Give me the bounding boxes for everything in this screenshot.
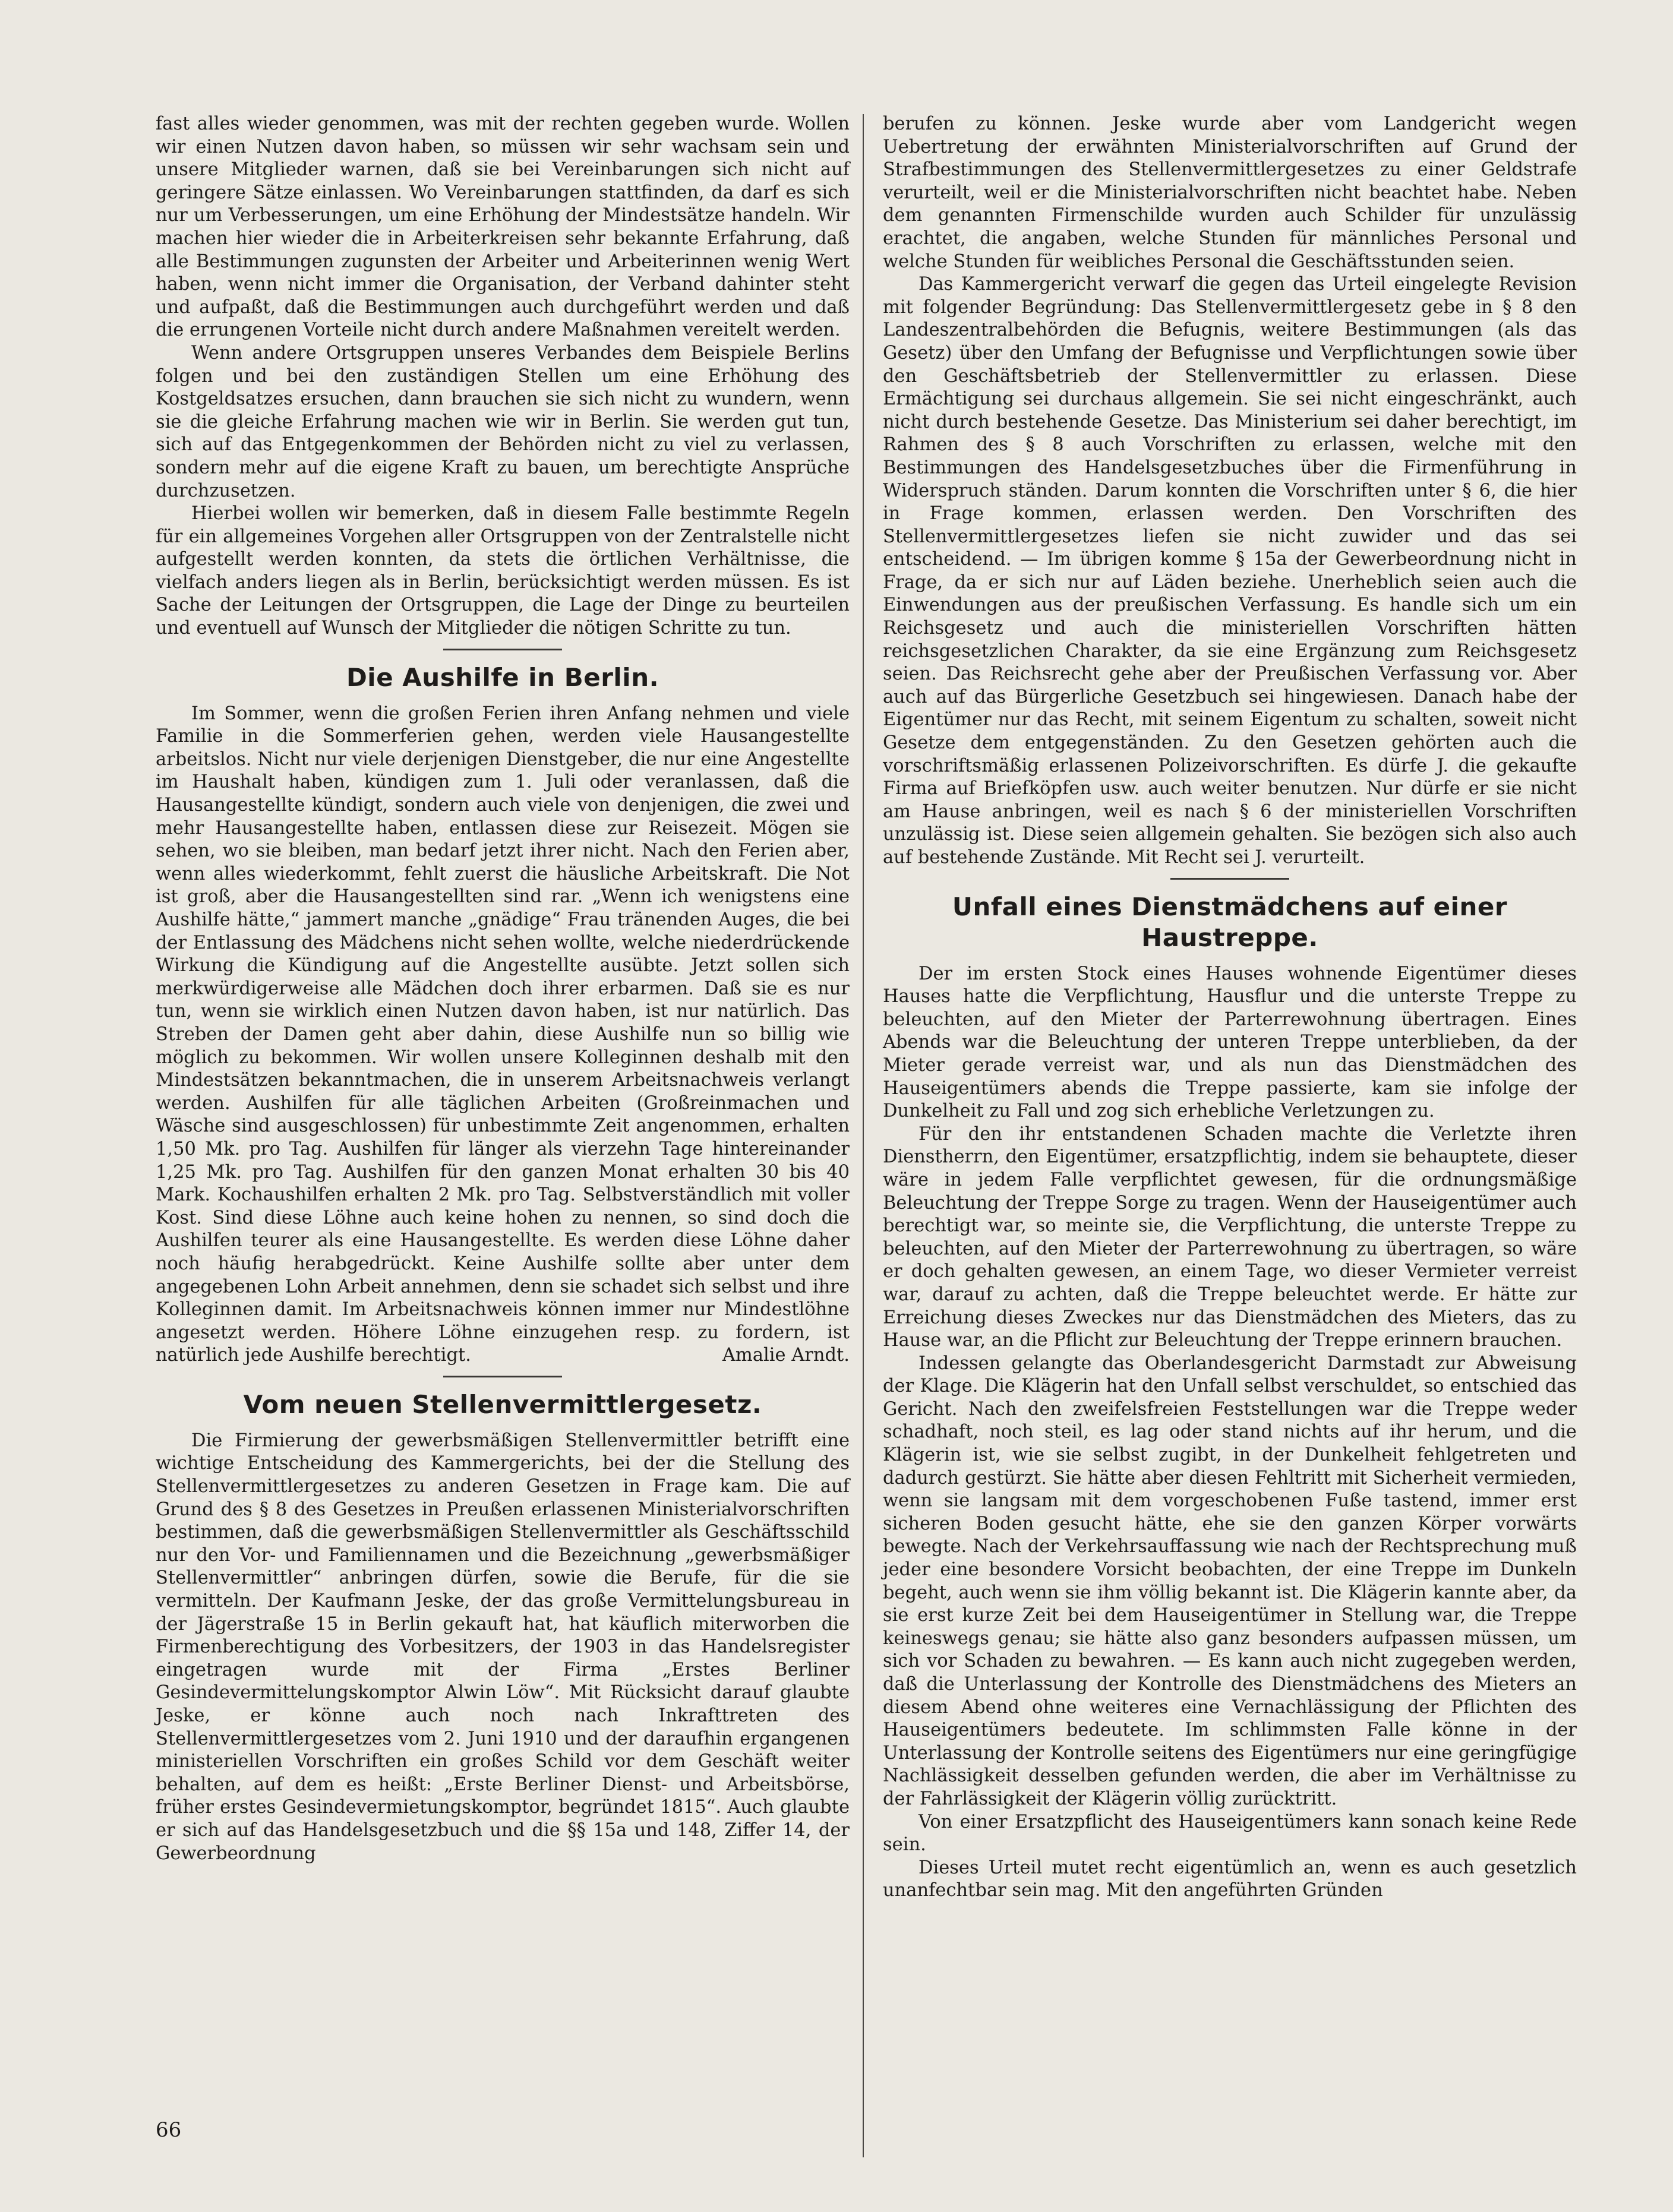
intro-paragraph: fast alles wieder genommen, was mit der rechten gegeben wurde. Wollen wir einen Nutzen davon haben, so müssen wir sehr wachsam sein und unsere Mitglieder warnen, daß sie bei Vereinbarungen sich nicht auf geringere Sätze einlassen. Wo Vereinbarungen stattfinden, da darf es sich nur um Verbesserungen, um eine Erhöhung der Mindestsätze handeln. Wir machen hier wieder die in Arbeiterkreisen sehr bekannte Erfahrung, daß alle Bestimmungen zugunsten der Arbeiter und Arbeiterinnen wenig Wert haben, wenn nicht immer die Organisation, der Verband dahinter steht und aufpaßt, daß die Bestimmungen auch durchgeführt werden und daß die errungenen Vorteile nicht durch andere Maßnahmen vereitelt werden.: [156, 113, 850, 341]
article-paragraph: Das Kammergericht verwarf die gegen das Urteil eingelegte Revision mit folgender Begründung: Das Stellenvermittlergesetz gebe in § 8 den Landeszentralbehörden die Befugnis, weitere Bestimmungen (als das Gesetz) über den Umfang der Befugnisse und Verpflichtungen sowie über den Geschäftsbetrieb der Stellenvermittler zu erlassen. Diese Ermächtigung sei durchaus allgemein. Sie sei nicht eingeschränkt, auch nicht durch bestehende Gesetze. Das Ministerium sei daher berechtigt, im Rahmen des § 8 auch Vorschriften zu erlassen, welche mit den Bestimmungen des Handelsgesetzbuches über die Firmenführung in Widerspruch ständen. Darum konnten die Vorschriften unter § 6, die hier in Frage kommen, erlassen werden. Den Vorschriften des Stellenvermittlergesetzes liefen sie nicht zuwider und das sei entscheidend. — Im übrigen komme § 15a der Gewerbeordnung nicht in Frage, da er sich nur auf Läden beziehe. Unerheblich seien auch die Einwendungen aus der preußischen Verfassung. Es handle sich um ein Reichsgesetz und auch die ministeriellen Vorschriften hätten reichsgesetzlichen Charakter, da sie eine Ergänzung zum Reichsgesetz seien. Das Reichsrecht gehe aber der Preußischen Verfassung vor. Aber auch auf das Bürgerliche Gesetzbuch sei hingewiesen. Danach habe der Eigentümer nur das Recht, mit seinem Eigentum zu schalten, soweit nicht Gesetze dem entgegenständen. Zu den Gesetzen gehörten auch die vorschriftsmäßig erlassenen Polizeivorschriften. Es dürfe J. die gekaufte Firma auf Briefköpfen usw. auch weiter benutzen. Nur dürfe er sie nicht am Hause anbringen, weil es nach § 6 der ministeriellen Vorschriften unzulässig ist. Diese seien allgemein gehalten. Sie bezögen sich also auch auf bestehende Zustände. Mit Recht sei J. verurteilt.: [883, 274, 1577, 868]
right-column: [883, 113, 1577, 1903]
article-paragraph: Die Firmierung der gewerbsmäßigen Stellenvermittler betrifft eine wichtige Entscheidung des Kammergerichts, bei der die Stellung des Stellenvermittlergesetzes zu anderen Gesetzen in Frage kam. Die auf Grund des § 8 des Gesetzes in Preußen erlassenen Ministerialvorschriften bestimmen, daß die gewerbsmäßigen Stellenvermittler als Geschäftsschild nur den Vor- und Familiennamen und die Bezeichnung „gewerbsmäßiger Stellenvermittler“ anbringen dürfen, sowie die Berufe, für die sie vermitteln. Der Kaufmann Jeske, der das große Vermittelungsbureau in der Jägerstraße 15 in Berlin gekauft hat, hat käuflich miterworben die Firmenberechtigung des Vorbesitzers, der 1903 in das Handelsregister eingetragen wurde mit der Firma „Erstes Berliner Gesindevermittelungskomptor Alwin Löw“. Mit Rücksicht darauf glaubte Jeske, er könne auch noch nach Inkrafttreten des Stellenvermittlergesetzes vom 2. Juni 1910 und der daraufhin ergangenen ministeriellen Vorschriften ein großes Schild vor dem Geschäft weiter behalten, auf dem es heißt: „Erste Berliner Dienst- und Arbeitsbörse, früher erstes Gesindevermietungskomptor, begründet 1815“. Auch glaubte er sich auf das Handelsgesetzbuch und die §§ 15a und 148, Ziffer 14, der Gewerbeordnung: [156, 1430, 850, 1864]
intro-paragraph: Wenn andere Ortsgruppen unseres Verbandes dem Beispiele Berlins folgen und bei den zuständigen Stellen um eine Erhöhung des Kostgeldsatzes ersuchen, dann brauchen sie sich nicht zu wundern, wenn sie die gleiche Erfahrung machen wie wir in Berlin. Sie werden gut tun, sich auf das Entgegenkommen der Behörden nicht zu viel zu verlassen, sondern mehr auf die eigene Kraft zu bauen, um berechtigte Ansprüche durchzusetzen.: [156, 342, 850, 501]
article-paragraph: Dieses Urteil mutet recht eigentümlich an, wenn es auch gesetzlich unanfechtbar sein mag. Mit den angeführten Gründen: [883, 1857, 1577, 1901]
article-paragraph: berufen zu können. Jeske wurde aber vom Landgericht wegen Uebertretung der erwähnten Ministerialvorschriften auf Grund der Strafbestimmungen des Stellenvermittlergesetzes zu einer Geldstrafe verurteilt, weil er die Ministerialvorschriften nicht beachtet habe. Neben dem genannten Firmenschilde wurden auch Schilder für unzulässig erachtet, die angaben, welche Stunden für männliches Personal und welche Stunden für weibliches Personal die Geschäftsstunden seien.: [883, 113, 1577, 272]
article-text: Im Sommer, wenn die großen Ferien ihren Anfang nehmen und viele Familie in die Sommerferien gehen, werden viele Hausangestellte arbeitslos. Nicht nur viele derjenigen Dienstgeber, die nur eine Angestellte im Haushalt haben, kündigen zum 1. Juli oder veranlassen, daß die Hausangestellte kündigt, sondern auch viele von denjenigen, die zwei und mehr Hausangestellte haben, entlassen diese zur Reisezeit. Mögen sie sehen, wo sie bleiben, man bedarf jetzt ihrer nicht. Nach den Ferien aber, wenn alles wiederkommt, fehlt zuerst die häusliche Arbeitskraft. Die Not ist groß, aber die Hausangestellten sind rar. „Wenn ich wenigstens eine Aushilfe hätte,“ jammert manche „gnädige“ Frau tränenden Auges, die bei der Entlassung des Mädchens nicht sehen wollte, welche niederdrückende Wirkung die Kündigung auf die Angestellte ausübte. Jetzt sollen sich merkwürdigerweise alle Mädchen doch ihrer erbarmen. Daß sie es nur tun, wenn sie wirklich einen Nutzen davon haben, ist nur natürlich. Das Streben der Damen geht aber dahin, diese Aushilfe nun so billig wie möglich zu bekommen. Wir wollen unsere Kolleginnen deshalb mit den Mindestsätzen bekanntmachen, die in unserem Arbeitsnachweis verlangt werden. Aushilfen für alle täglichen Arbeiten (Großreinmachen und Wäsche sind ausgeschlossen) für unbestimmte Zeit angenommen, erhalten 1,50 Mk. pro Tag. Aushilfen für länger als vierzehn Tage hintereinander 1,25 Mk. pro Tag. Aushilfen für den ganzen Monat erhalten 30 bis 40 Mark. Kochaushilfen erhalten 2 Mk. pro Tag. Selbstverständlich mit voller Kost. Sind diese Löhne auch keine hohen zu nennen, so sind doch die Aushilfen teurer als eine Hausangestellte. Es werden diese Löhne daher noch häufig herabgedrückt. Keine Aushilfe sollte aber unter dem angegebenen Lohn Arbeit annehmen, denn sie schadet sich selbst und ihre Kolleginnen damit. Im Arbeitsnachweis können immer nur Mindestlöhne angesetzt werden. Höhere Löhne einzugehen resp. zu fordern, ist natürlich jede Aushilfe berechtigt.: [156, 703, 850, 1366]
intro-paragraph: Hierbei wollen wir bemerken, daß in diesem Falle bestimmte Regeln für ein allgemeines Vorgehen aller Ortsgruppen von der Zentralstelle nicht aufgestellt werden konnten, da stets die örtlichen Verhältnisse, die vielfach anders liegen als in Berlin, berücksichtigt werden müssen. Es ist Sache der Leitungen der Ortsgruppen, die Lage der Dinge zu beurteilen und eventuell auf Wunsch der Mitglieder die nötigen Schritte zu tun.: [156, 503, 850, 639]
left-column: [156, 113, 850, 1865]
article-title-unfall: Unfall eines Dienstmädchens auf einer Haustreppe.: [952, 892, 1508, 952]
column-divider: [863, 114, 864, 2157]
article-title-stellenvermittlergesetz: Vom neuen Stellenvermittlergesetz.: [243, 1389, 762, 1419]
article-paragraph: [156, 703, 850, 1367]
article-paragraph: Von einer Ersatzpflicht des Hauseigentümers kann sonach keine Rede sein.: [883, 1811, 1577, 1856]
article-paragraph: Der im ersten Stock eines Hauses wohnende Eigentümer dieses Hauses hatte die Verpflichtung, Hausflur und die unterste Treppe zu beleuchten, auf den Mieter der Parterrewohnung übertragen. Eines Abends war die Beleuchtung der unteren Treppe unterblieben, da der Mieter gerade verreist war, und als nun das Dienstmädchen des Hauseigentümers abends die Treppe passierte, kam sie infolge der Dunkelheit zu Fall und zog sich erhebliche Verletzungen zu.: [883, 963, 1577, 1122]
article-paragraph: Für den ihr entstandenen Schaden machte die Verletzte ihren Dienstherrn, den Eigentümer, ersatzpflichtig, indem sie behauptete, dieser wäre in jedem Falle verpflichtet gewesen, für die ordnungsmäßige Beleuchtung der Treppe Sorge zu tragen. Wenn der Hauseigentümer auch berechtigt war, so meinte sie, die Verpflichtung, die unterste Treppe zu beleuchten, auf den Mieter der Parterrewohnung zu übertragen, so wäre er doch gehalten gewesen, an einem Tage, wo dieser Vermieter verreist war, darauf zu achten, daß die Treppe beleuchtet werde. Er hätte zur Erreichung dieses Zweckes nur das Dienstmädchen des Mieters, das zu Hause war, an die Pflicht zur Beleuchtung der Treppe erinnern brauchen.: [883, 1123, 1577, 1351]
page-number: 66: [156, 2118, 182, 2142]
article-paragraph: Indessen gelangte das Oberlandesgericht Darmstadt zur Abweisung der Klage. Die Klägerin hat den Unfall selbst verschuldet, so entschied das Gericht. Nach den zweifelsfreien Feststellungen war die Treppe weder schadhaft, noch steil, es lag oder stand nichts auf ihr herum, und die Klägerin ist, wie sie selbst zugibt, in der Dunkelheit fehlgetreten und dadurch gestürzt. Sie hätte aber diesen Fehltritt mit Sicherheit vermieden, wenn sie langsam mit dem vorgeschobenen Fuße tastend, immer erst sicheren Boden gesucht hätte, ehe sie den ganzen Körper vorwärts bewegte. Nach der Verkehrsauffassung wie nach der Rechtsprechung muß jeder eine besondere Vorsicht beobachten, der eine Treppe im Dunkeln begeht, auch wenn sie ihm völlig bekannt ist. Die Klägerin kannte aber, da sie erst kurze Zeit bei dem Hauseigentümer in Stellung war, die Treppe keineswegs genau; sie hätte also ganz besonders aufpassen müssen, um sich vor Schaden zu bewahren. — Es kann auch nicht zugegeben werden, daß die Unterlassung der Kontrolle des Dienstmädchens des Mieters an diesem Abend ohne weiteres eine Vernachlässigung der Pflichten des Hauseigentümers bedeutete. Im schlimmsten Falle könne in der Unterlassung der Kontrolle seitens des Eigentümers nur eine geringfügige Nachlässigkeit desselben gefunden werden, die aber im Verhältnisse zu der Fahrlässigkeit der Klägerin völlig zurücktritt.: [883, 1353, 1577, 1809]
article-title-aushilfe: Die Aushilfe in Berlin.: [346, 662, 659, 692]
section-divider: [443, 649, 562, 650]
section-divider: [443, 1376, 562, 1377]
section-divider: [1170, 878, 1289, 880]
author-signature: Amalie Arndt.: [722, 1345, 850, 1366]
